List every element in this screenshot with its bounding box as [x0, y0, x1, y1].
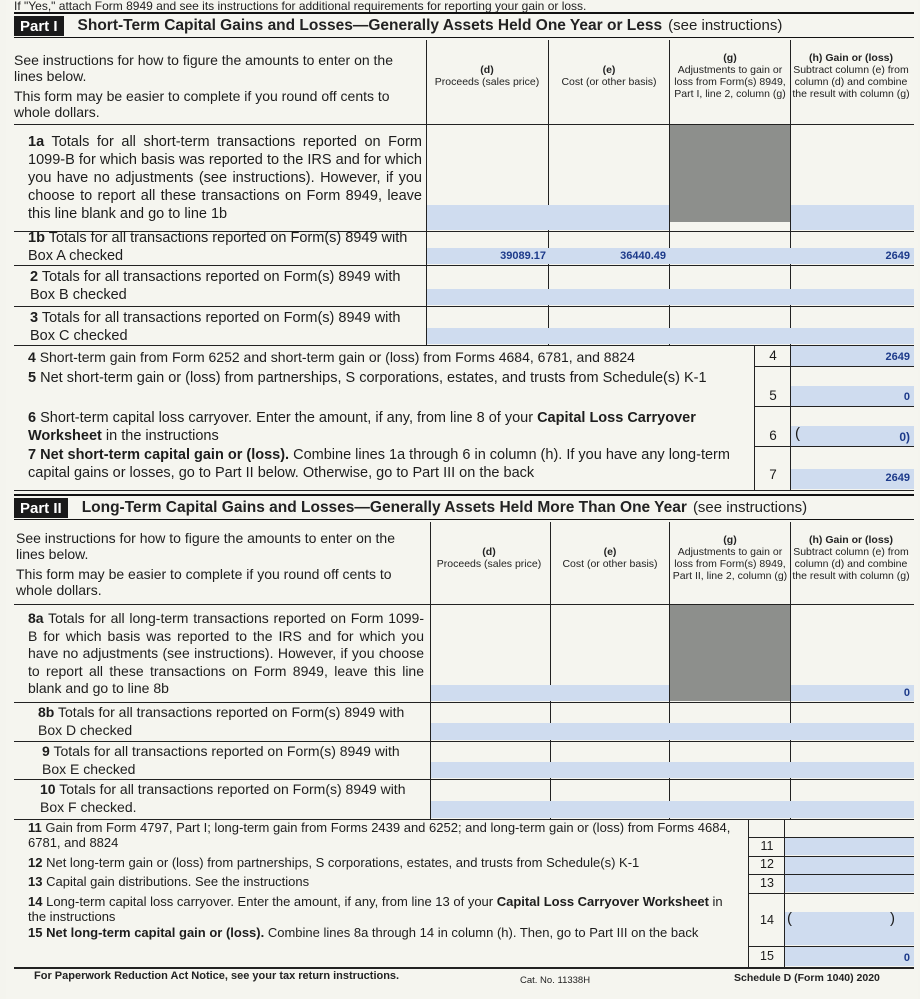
line-4-box: 4 [769, 348, 777, 363]
part2-header [14, 494, 914, 520]
line-3-text: Totals for all transactions reported on Form(s) 8949 with Box C checked [30, 310, 401, 344]
line-4-gain[interactable]: 2649 [885, 351, 910, 363]
line-7-bold: Net short-term capital gain or (loss). [40, 447, 290, 463]
part2-col-h-header [792, 534, 910, 582]
line-6-box: 6 [769, 428, 777, 443]
line-8a-text: Totals for all long-term transactions reported on Form 1099-B for which basis was reported to the IRS and for which you have no adjustments (see instructions). However, if you choose to report all these transactions on Form 8949, leave this line blank and go to line 8b [28, 610, 424, 696]
line-7 [28, 446, 744, 482]
line-10-number: 10 [40, 781, 56, 797]
line-6-text-a: Short-term capital loss carryover. Enter the amount, if any, from line 8 of your [40, 410, 534, 426]
line-8b-number: 8b [38, 704, 55, 720]
col-d-letter: (d) [482, 546, 496, 558]
line-13-number: 13 [28, 874, 43, 889]
part1-col-h-header [792, 52, 910, 100]
line-14 [28, 894, 744, 924]
col-h-letter: (h) Gain or (loss) [809, 52, 893, 64]
part1-intro [14, 52, 419, 120]
footer-form-id: Schedule D (Form 1040) 2020 [734, 972, 880, 984]
line-8a [28, 610, 424, 698]
line-8a-number: 8a [28, 610, 44, 626]
part2-col-d-header [430, 546, 548, 570]
col-g-letter: (g) [723, 52, 737, 64]
col-g-label: Adjustments to gain or loss from Form(s) 8949, Part I, line 2, column (g) [674, 64, 786, 100]
part2-intro-b: This form may be easier to complete if you round off cents to whole dollars. [16, 566, 392, 598]
line-14-close-paren: ) [890, 910, 895, 927]
line-2-text: Totals for all transactions reported on Form(s) 8949 with Box B checked [30, 269, 401, 303]
line-6 [28, 409, 750, 445]
part1-tag: Part I [14, 16, 64, 36]
line-6-loss[interactable]: 0) [899, 430, 910, 444]
line-14-open-paren: ( [787, 910, 792, 927]
line-7-text: Combine lines 1a through 6 in column (h). If you have any long-term capital gains or losses, go to Part II below. Otherwise, go to Part III on the back [28, 447, 730, 481]
part2-col-e-header [551, 546, 669, 570]
line-13-box: 13 [760, 876, 774, 890]
line-6-bold: Capital Loss Carryover Worksheet [28, 410, 696, 444]
part1-header [14, 12, 914, 38]
line-5-box: 5 [769, 388, 777, 403]
schedule-d-page [6, 0, 918, 999]
part2-col-g-header [671, 534, 789, 582]
line-4 [28, 348, 748, 366]
line-5 [28, 369, 746, 387]
line-11-text: Gain from Form 4797, Part I; long-term gain from Forms 2439 and 6252; and long-term gain or (loss) from Forms 4684, 6781, and 8824 [28, 820, 731, 850]
line-1a [28, 133, 422, 223]
line-1b-number: 1b [28, 230, 45, 246]
line-7-number: 7 [28, 447, 37, 463]
part1-col-g-header [671, 52, 789, 100]
part2-intro [16, 530, 421, 598]
line-14-bold: Capital Loss Carryover Worksheet [496, 894, 709, 909]
line-3 [30, 309, 424, 345]
part2-title: Long-Term Capital Gains and Losses—Generally Assets Held More Than One Year [81, 498, 687, 516]
part1-col-e-header [550, 64, 668, 88]
line-9 [42, 743, 426, 778]
col-d-label: Proceeds (sales price) [436, 558, 542, 570]
line-13 [28, 874, 744, 889]
part1-title: Short-Term Capital Gains and Losses—Generally Assets Held One Year or Less [77, 16, 663, 34]
part1-intro-b: This form may be easier to complete if you round off cents to whole dollars. [14, 88, 390, 120]
col-e-letter: (e) [603, 546, 617, 558]
line-10-text: Totals for all transactions reported on Form(s) 8949 with Box F checked. [40, 781, 406, 815]
line-5-gain[interactable]: 0 [903, 391, 910, 403]
col-g-letter: (g) [723, 534, 737, 546]
line-12 [28, 855, 744, 870]
line-1b-cost[interactable]: 36440.49 [620, 250, 666, 262]
line-15-text: Combine lines 8a through 14 in column (h). Then, go to Part III on the back [267, 925, 699, 940]
col-e-label: Cost (or other basis) [561, 76, 657, 88]
line-11-box: 11 [760, 839, 774, 853]
top-instruction: If "Yes," attach Form 8949 and see its instructions for additional requirements for reporting your gain or loss. [14, 0, 587, 12]
col-e-label: Cost (or other basis) [562, 558, 658, 570]
part1-note: (see instructions) [668, 17, 783, 34]
line-15-number: 15 [28, 925, 43, 940]
col-g-label: Adjustments to gain or loss from Form(s) 8949, Part II, line 2, column (g) [672, 546, 788, 582]
line-14-box: 14 [760, 913, 774, 927]
line-2-number: 2 [30, 269, 39, 285]
line-15 [28, 925, 740, 940]
line-11 [28, 820, 744, 850]
line-14-text-b: in the instructions [28, 894, 723, 924]
line-1a-number: 1a [28, 134, 45, 150]
line-15-bold: Net long-term capital gain or (loss). [46, 925, 265, 940]
footer-cat-no: Cat. No. 11338H [520, 975, 591, 986]
line-1b-gain[interactable]: 2649 [885, 250, 910, 262]
line-14-text-a: Long-term capital loss carryover. Enter the amount, if any, from line 13 of your [46, 894, 494, 909]
line-12-text: Net long-term gain or (loss) from partnerships, S corporations, estates, and trusts from Schedule(s) K-1 [46, 855, 640, 870]
line-8a-gain[interactable]: 0 [903, 687, 910, 699]
line-9-number: 9 [42, 743, 50, 759]
line-7-box: 7 [769, 467, 777, 482]
part2-tag: Part II [14, 498, 68, 518]
line-12-box: 12 [760, 857, 774, 871]
line-8b-text: Totals for all transactions reported on Form(s) 8949 with Box D checked [38, 704, 405, 738]
line-2 [30, 268, 424, 304]
line-7-gain[interactable]: 2649 [885, 472, 910, 484]
line-12-number: 12 [28, 855, 43, 870]
line-1b-text: Totals for all transactions reported on Form(s) 8949 with Box A checked [28, 230, 408, 264]
line-1b [28, 229, 422, 265]
line-11-number: 11 [28, 820, 42, 835]
line-1a-text: Totals for all short-term transactions reported on Form 1099-B for which basis was reported to the IRS and for which you have no adjustments (see instructions). However, if you choose to report all these transactions on Form 8949, leave this line blank and go to line 1b [28, 134, 422, 222]
line-1b-proceeds[interactable]: 39089.17 [500, 250, 546, 262]
part2-note: (see instructions) [692, 499, 808, 516]
part1-col-d-header [428, 64, 546, 88]
line-5-text: Net short-term gain or (loss) from partnerships, S corporations, estates, and trusts from Schedule(s) K-1 [40, 370, 707, 386]
line-6-open-paren: ( [795, 425, 800, 442]
line-15-gain[interactable]: 0 [903, 952, 910, 964]
line-6-number: 6 [28, 410, 37, 426]
line-13-text: Capital gain distributions. See the instructions [46, 874, 310, 889]
line-3-number: 3 [30, 310, 39, 326]
line-10 [40, 781, 426, 816]
line-6-text-b: in the instructions [105, 428, 219, 444]
col-e-letter: (e) [602, 64, 616, 76]
line-4-text: Short-term gain from Form 6252 and short-term gain or (loss) from Forms 4684, 6781, and 8824 [39, 349, 635, 365]
line-9-text: Totals for all transactions reported on Form(s) 8949 with Box E checked [42, 743, 400, 777]
line-14-number: 14 [28, 894, 43, 909]
col-d-label: Proceeds (sales price) [434, 76, 540, 88]
col-h-letter: (h) Gain or (loss) [809, 534, 893, 546]
line-5-number: 5 [28, 370, 37, 386]
col-d-letter: (d) [480, 64, 494, 76]
line-4-number: 4 [28, 349, 36, 365]
part2-intro-a: See instructions for how to figure the amounts to enter on the lines below. [16, 530, 395, 562]
footer-paperwork-notice: For Paperwork Reduction Act Notice, see your tax return instructions. [34, 970, 400, 982]
line-8b [38, 704, 426, 739]
col-h-label: Subtract column (e) from column (d) and combine the result with column (g) [792, 64, 910, 100]
col-h-label: Subtract column (e) from column (d) and combine the result with column (g) [792, 546, 910, 582]
part1-intro-a: See instructions for how to figure the amounts to enter on the lines below. [14, 52, 393, 84]
line-15-box: 15 [760, 949, 774, 963]
